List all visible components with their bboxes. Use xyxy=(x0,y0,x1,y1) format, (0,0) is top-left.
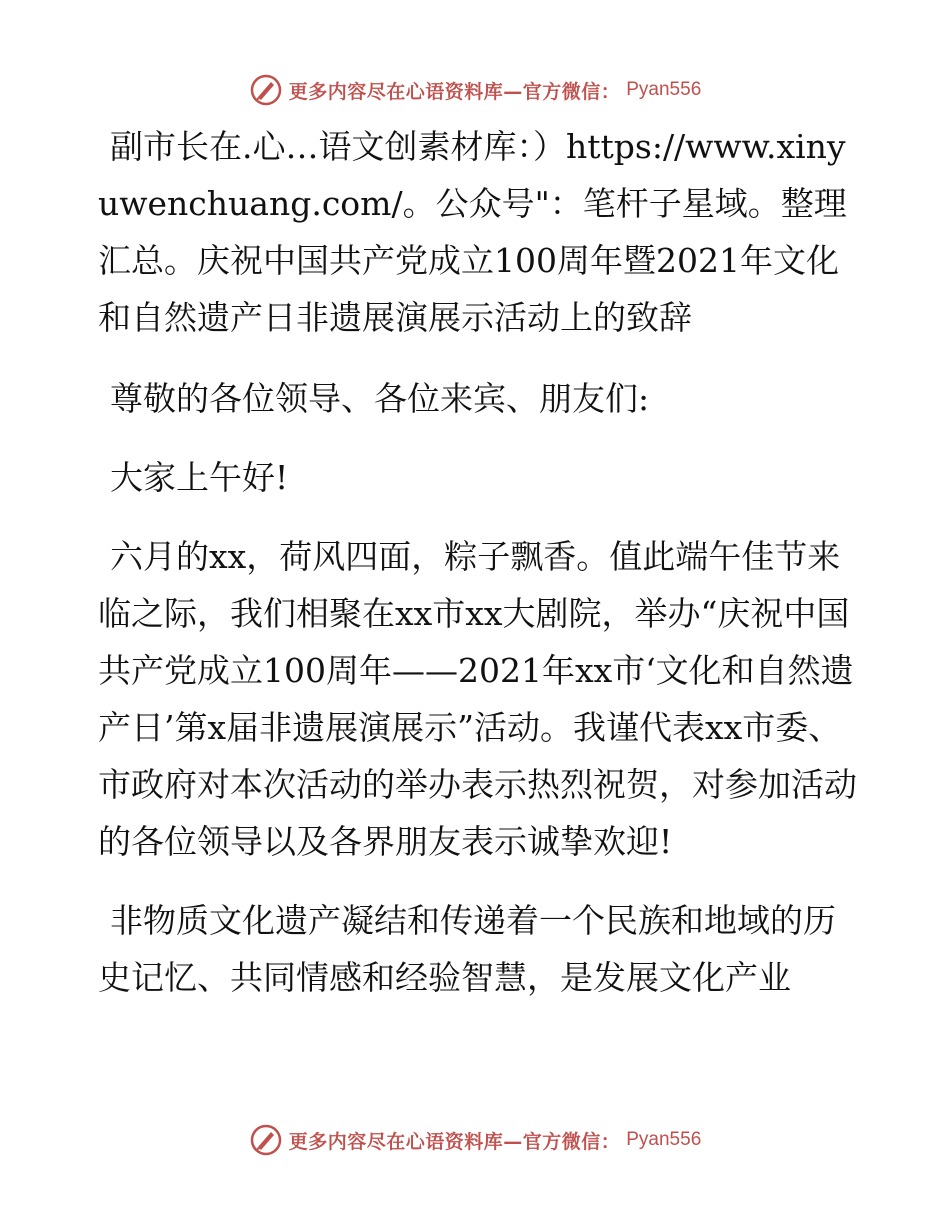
document-paragraph: 非物质文化遗产凝结和传递着一个民族和地域的历史记忆、共同情感和经验智慧，是发展文化产业 xyxy=(98,901,836,997)
header-banner-handle: Pyan556 xyxy=(626,79,702,100)
document-body xyxy=(98,118,858,1028)
header-watermark-banner xyxy=(0,70,950,110)
brand-logo-icon xyxy=(249,73,283,107)
footer-banner-handle: Pyan556 xyxy=(626,1129,702,1150)
brand-logo-icon xyxy=(249,1123,283,1157)
footer-watermark-banner xyxy=(0,1120,950,1160)
document-paragraph-title: 副市长在.心…语文创素材库：）https://www.xinyuwenchuang.com/。公众号"：笔杆子星域。整理汇总。庆祝中国共产党成立100周年暨2021年文化和自然遗产日非遗展演展示活动上的致辞 xyxy=(98,127,847,337)
header-banner-text: 更多内容尽在心语资料库—官方微信： xyxy=(288,80,621,103)
footer-banner-text: 更多内容尽在心语资料库—官方微信： xyxy=(288,1130,621,1153)
document-paragraph: 六月的xx，荷风四面，粽子飘香。值此端午佳节来临之际，我们相聚在xx市xx大剧院，举办“庆祝中国共产党成立100周年——2021年xx市‘文化和自然遗产日’第x届非遗展演展示”活动。我谨代表xx市委、市政府对本次活动的举办表示热烈祝贺，对参加活动的各位领导以及各界朋友表示诚挚欢迎! xyxy=(98,537,857,861)
document-paragraph-greeting: 大家上午好! xyxy=(110,458,289,497)
document-paragraph-salutation: 尊敬的各位领导、各位来宾、朋友们: xyxy=(110,379,650,418)
